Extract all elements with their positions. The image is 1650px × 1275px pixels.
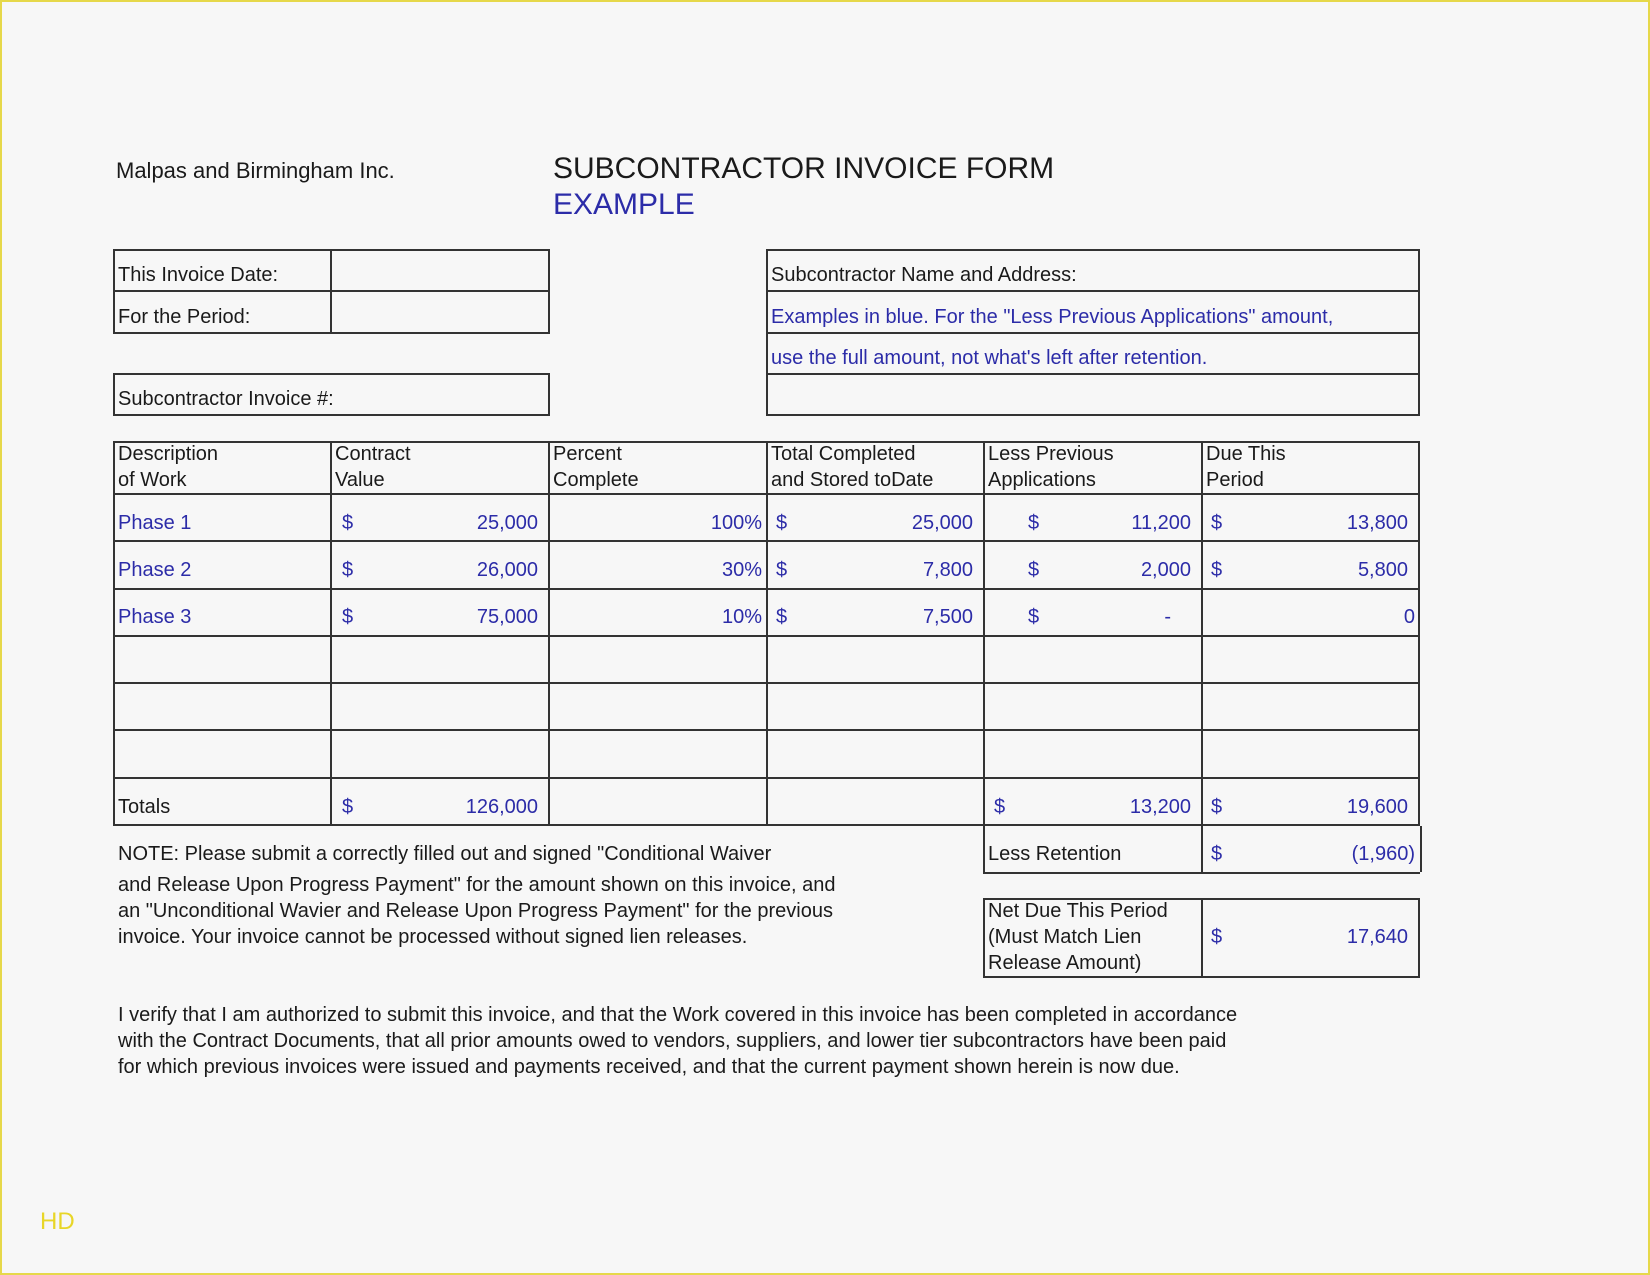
totals-prev-currency: $	[994, 796, 1006, 818]
row1-percent: 100%	[710, 512, 762, 534]
watermark-logo: HD	[40, 1208, 75, 1235]
totals-due-currency: $	[1211, 796, 1223, 818]
row1-description: Phase 1	[118, 512, 192, 534]
net-due-label: Net Due This Period (Must Match Lien Release Amount)	[988, 900, 1168, 974]
row1-contract-value: 25,000	[476, 512, 538, 534]
row1-due: 13,800	[1346, 512, 1408, 534]
row1-prev-currency: $	[1028, 512, 1040, 534]
subcontractor-name-label: Subcontractor Name and Address:	[771, 264, 1077, 286]
example-note-line1: Examples in blue. For the "Less Previous Applications" amount,	[771, 306, 1334, 328]
row2-total-currency: $	[776, 559, 788, 581]
verification-statement: I verify that I am authorized to submit this invoice, and that the Work covered in this invoice has been completed in accordance with the Contract Documents, that all prior amounts owed to vendors, suppliers, and lower tier subcontractors have been paid for which previous invoices were issued and payments received, and that the current payment shown herein is now due.	[118, 1004, 1238, 1078]
row1-due-currency: $	[1211, 512, 1223, 534]
row2-description: Phase 2	[118, 559, 192, 581]
totals-contract-currency: $	[342, 796, 354, 818]
note-text: NOTE: Please submit a correctly filled out and signed "Conditional Waiver	[118, 843, 772, 865]
row2-due-currency: $	[1211, 559, 1223, 581]
form-title: SUBCONTRACTOR INVOICE FORM	[553, 152, 1055, 185]
invoice-date-label: This Invoice Date:	[118, 264, 279, 286]
totals-label: Totals	[118, 796, 171, 818]
row1-total-currency: $	[776, 512, 788, 534]
totals-less-previous: 13,200	[1129, 796, 1191, 818]
period-field[interactable]	[333, 293, 547, 331]
retention-value: (1,960)	[1351, 843, 1415, 865]
row2-due: 5,800	[1357, 559, 1408, 581]
less-retention-label: Less Retention	[988, 843, 1122, 865]
row3-prev-currency: $	[1028, 606, 1040, 628]
totals-due: 19,600	[1346, 796, 1408, 818]
header-less-previous: Less Previous Applications	[988, 443, 1114, 491]
header-due-this-period: Due This Period	[1206, 443, 1286, 491]
totals-contract-value: 126,000	[465, 796, 538, 818]
example-note-line2: use the full amount, not what's left after retention.	[771, 347, 1208, 369]
retention-currency: $	[1211, 843, 1223, 865]
subcontractor-address-field[interactable]	[768, 375, 1418, 414]
invoice-number-label: Subcontractor Invoice #:	[118, 388, 334, 410]
row3-total-currency: $	[776, 606, 788, 628]
row3-less-previous: -	[1164, 606, 1171, 628]
row2-prev-currency: $	[1028, 559, 1040, 581]
company-name: Malpas and Birmingham Inc.	[116, 158, 395, 183]
row3-percent: 10%	[721, 606, 762, 628]
row3-due: 0	[1403, 606, 1415, 628]
note-text-continued: and Release Upon Progress Payment" for the amount shown on this invoice, and an "Unconditional Wavier and Release Upon Progress Payment" for the previous invoice. Your invoice cannot be processed without signed lien releases.	[118, 874, 836, 948]
row2-contract-currency: $	[342, 559, 354, 581]
row2-contract-value: 26,000	[476, 559, 538, 581]
row3-contract-currency: $	[342, 606, 354, 628]
header-total-completed: Total Completed and Stored toDate	[771, 443, 934, 491]
row1-less-previous: 11,200	[1131, 512, 1191, 534]
net-due-currency: $	[1211, 926, 1223, 948]
row1-contract-currency: $	[342, 512, 354, 534]
row2-total-completed: 7,800	[922, 559, 973, 581]
example-label: EXAMPLE	[553, 188, 695, 221]
row3-total-completed: 7,500	[922, 606, 973, 628]
header-description: Description of Work	[118, 443, 219, 491]
row1-total-completed: 25,000	[911, 512, 973, 534]
header-percent-complete: Percent Complete	[553, 443, 639, 491]
row3-contract-value: 75,000	[476, 606, 538, 628]
row2-less-previous: 2,000	[1140, 559, 1191, 581]
period-label: For the Period:	[118, 306, 251, 328]
net-due-value: 17,640	[1346, 926, 1408, 948]
row2-percent: 30%	[721, 559, 762, 581]
row3-description: Phase 3	[118, 606, 192, 628]
invoice-date-field[interactable]	[333, 251, 547, 289]
header-contract-value: Contract Value	[335, 443, 411, 491]
